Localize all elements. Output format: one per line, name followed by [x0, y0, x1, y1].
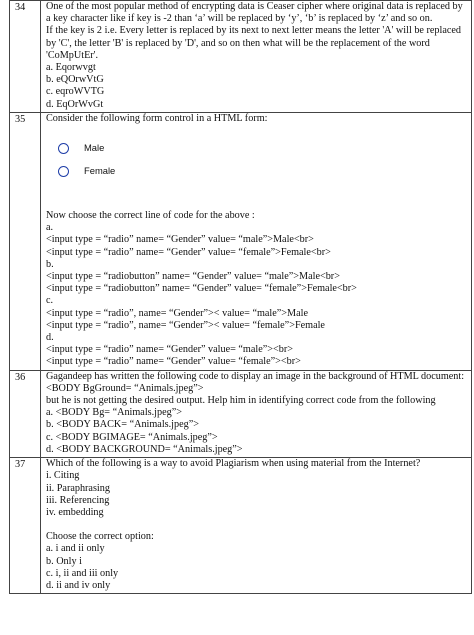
radio-option-female[interactable]	[46, 160, 468, 183]
question-number: 37	[10, 458, 41, 594]
code-line: <input type = “radio”, name= “Gender”>< value= “male”>Male	[46, 307, 308, 319]
code-line: <input type = “radiobutton” name= “Gender” value= “male”>Male<br>	[46, 271, 340, 283]
option-d: d. EqOrWvGt	[46, 98, 104, 110]
question-text: Consider the following form control in a HTML form:	[46, 112, 268, 124]
choice-label: b.	[46, 258, 54, 270]
option-d: d. ii and iv only	[46, 579, 111, 591]
option-b: b. <BODY BACK= “Animals.jpeg”>	[46, 419, 199, 431]
question-text: Which of the following is a way to avoid Plagiarism when using material from the Internet?	[46, 458, 421, 470]
question-prompt: Choose the correct option:	[46, 531, 154, 543]
list-item: i. Citing	[46, 470, 80, 482]
list-item: iii. Referencing	[46, 494, 110, 506]
question-text: One of the most popular method of encrypting data is Ceaser cipher where original data is replaced by a key character like if key is -2 than ‘a’ will be replaced by ‘y’, ‘b’ is replaced by ‘z’ and so on.	[46, 1, 463, 25]
choice-label: a.	[46, 222, 54, 234]
question-text-continued: If the key is 2 i.e. Every letter is replaced by its next to next letter means the letter 'A' will be replaced by 'C', the letter 'B' is replaced by 'D', and so on then what will be the replacement of the word 'CoMpUtEr'.	[46, 25, 461, 61]
option-b: b. eQOrwVtG	[46, 74, 104, 86]
question-text-continued: but he is not getting the desired output. Help him in identifying correct code from the following	[46, 395, 436, 407]
question-number: 35	[10, 112, 41, 370]
questions-table	[9, 0, 472, 594]
question-row-35	[10, 112, 472, 370]
option-b: b. Only i	[46, 555, 82, 567]
option-a: a. Eqorwvgt	[46, 62, 96, 74]
option-a: a. <BODY Bg= “Animals.jpeg”>	[46, 407, 182, 419]
code-line: <input type = “radiobutton” name= “Gender” value= “female”>Female<br>	[46, 283, 357, 295]
choice-label: d.	[46, 332, 54, 344]
choice-label: c.	[46, 295, 54, 307]
code-line: <input type = “radio” name= “Gender” value= “male”><br>	[46, 344, 293, 356]
code-line: <input type = “radio” name= “Gender” value= “female”><br>	[46, 356, 301, 368]
option-c: c. <BODY BGIMAGE= “Animals.jpeg”>	[46, 431, 218, 443]
code-sample: <BODY BgGround= “Animals.jpeg”>	[46, 382, 204, 394]
option-a: a. i and ii only	[46, 543, 105, 555]
option-d: d. <BODY BACKGROUND= “Animals.jpeg”>	[46, 443, 243, 455]
question-row-36	[10, 370, 472, 457]
question-number: 34	[10, 1, 41, 113]
question-body	[41, 458, 472, 594]
question-text: Gagandeep has written the following code to display an image in the background of HTML document:	[46, 370, 465, 382]
question-prompt: Now choose the correct line of code for the above :	[46, 210, 255, 222]
list-item: iv. embedding	[46, 506, 104, 518]
radio-circle-icon[interactable]	[58, 166, 69, 177]
question-number: 36	[10, 370, 41, 457]
radio-option-male[interactable]	[46, 137, 468, 160]
question-body	[41, 1, 472, 113]
option-c: c. i, ii and iii only	[46, 567, 119, 579]
question-row-34	[10, 1, 472, 113]
code-line: <input type = “radio” name= “Gender” value= “male”>Male<br>	[46, 234, 314, 246]
radio-label: Female	[84, 165, 116, 177]
question-body	[41, 112, 472, 370]
code-line: <input type = “radio” name= “Gender” value= “female”>Female<br>	[46, 246, 331, 258]
code-line: <input type = “radio”, name= “Gender”>< value= “female”>Female	[46, 319, 325, 331]
question-body	[41, 370, 472, 457]
option-c: c. eqroWVTG	[46, 86, 105, 98]
radio-label: Male	[84, 142, 105, 154]
list-item: ii. Paraphrasing	[46, 482, 110, 494]
radio-circle-icon[interactable]	[58, 143, 69, 154]
question-row-37	[10, 458, 472, 594]
